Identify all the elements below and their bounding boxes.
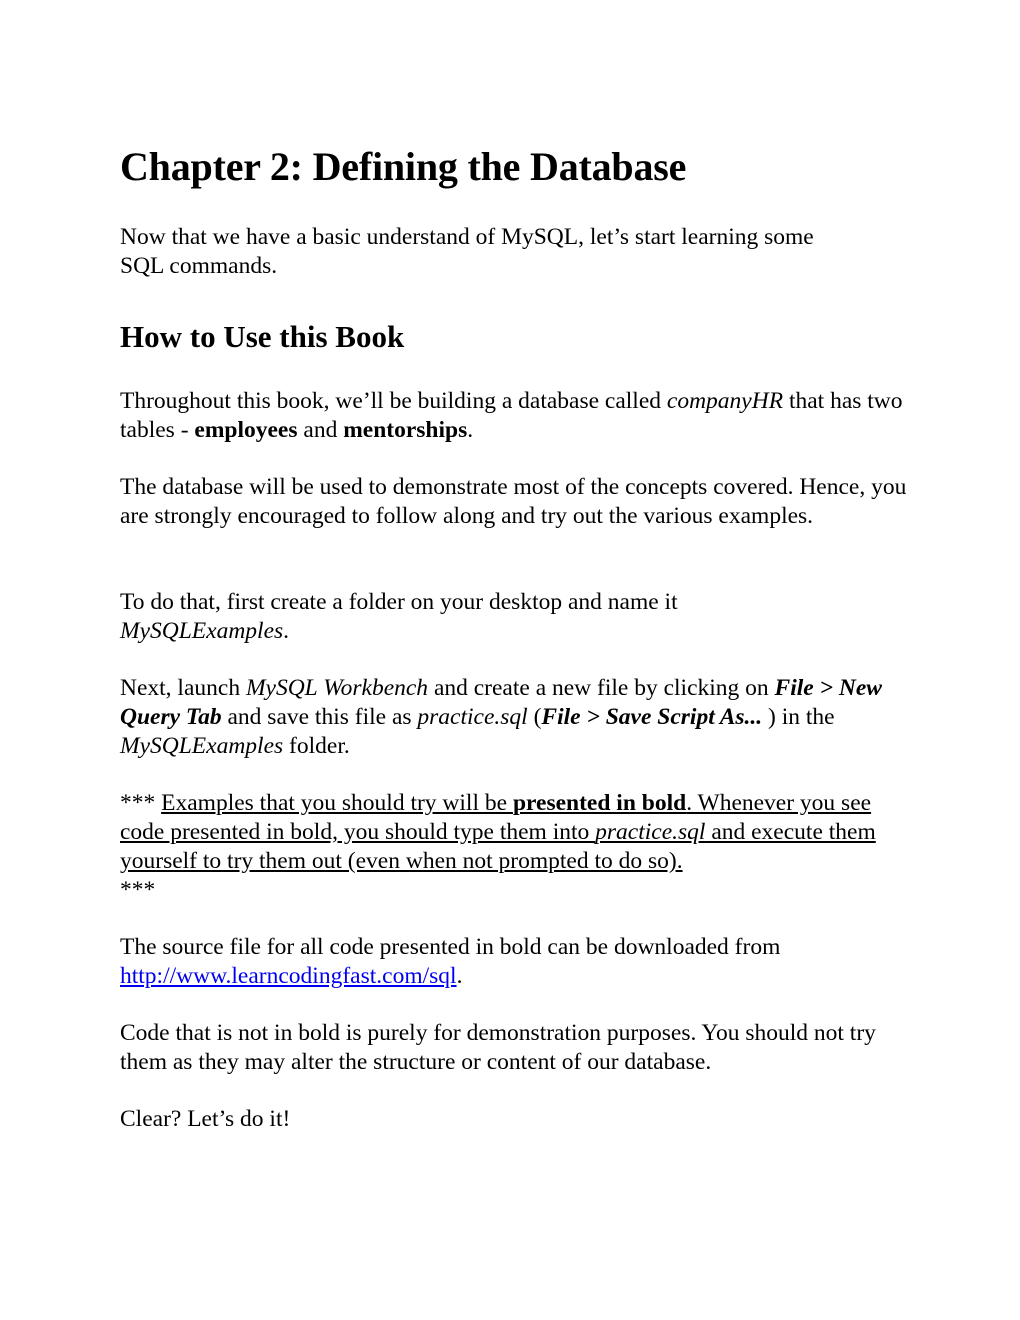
text: The source file for all code presented in bold can be downloaded from <box>120 934 781 960</box>
folder-name: MySQLExamples <box>120 733 284 759</box>
text: and save this file as <box>221 704 418 730</box>
source-download-link[interactable]: http://www.learncodingfast.com/sql <box>120 963 457 989</box>
file-name: practice.sql <box>595 819 706 845</box>
text: folder. <box>283 733 350 759</box>
text: . <box>467 417 474 443</box>
menu-path-new-query: File > New Query Tab <box>120 675 882 730</box>
app-name: MySQL Workbench <box>245 675 429 701</box>
paragraph-source-file <box>120 933 910 991</box>
text: . <box>456 963 463 989</box>
paragraph-create-folder <box>120 588 760 646</box>
text: and <box>297 417 344 443</box>
intro-line-1: Now that we have a basic understand of MySQL, let’s start learning some <box>120 224 814 250</box>
stars: *** <box>120 877 156 903</box>
paragraph-demonstration-only: Code that is not in bold is purely for demonstration purposes. You should not try them as they may alter the structure or content of our database. <box>120 1020 876 1075</box>
paragraph-launch-workbench <box>120 674 910 761</box>
section-heading: How to Use this Book <box>120 319 405 354</box>
intro-paragraph <box>120 223 910 281</box>
text: To do that, first create a folder on your desktop and name it <box>120 589 678 615</box>
bold-phrase: presented in bold <box>512 790 687 816</box>
database-name: companyHR <box>666 388 784 414</box>
text: Examples that you should try will be <box>161 790 513 816</box>
text: Next, launch <box>120 675 246 701</box>
menu-path-save-script: File > Save Script As... <box>541 704 763 730</box>
paragraph-bold-examples-note <box>120 789 890 905</box>
paragraph-database-intro <box>120 387 910 445</box>
file-name: practice.sql <box>417 704 528 730</box>
chapter-title: Chapter 2: Defining the Database <box>120 144 687 189</box>
text: and execute them yourself to try them out (even when not prompted to do so). <box>120 819 876 874</box>
paragraph-demonstrate: The database will be used to demonstrate most of the concepts covered. Hence, you are strongly encouraged to follow along and try out the various examples. <box>120 474 907 529</box>
text: . <box>283 618 290 644</box>
table-name-employees: employees <box>194 417 298 443</box>
text: ( <box>527 704 542 730</box>
folder-name: MySQLExamples <box>120 618 284 644</box>
table-name-mentorships: mentorships <box>343 417 468 443</box>
text: that has two tables - <box>120 388 903 443</box>
text: ) in the <box>762 704 835 730</box>
stars: *** <box>120 790 162 816</box>
text: and create a new file by clicking on <box>428 675 775 701</box>
text: . Whenever you see code presented in bold, you should type them into <box>120 790 872 845</box>
intro-line-2: SQL commands. <box>120 253 278 279</box>
text: Throughout this book, we’ll be building a database called <box>120 388 667 414</box>
paragraph-closing: Clear? Let’s do it! <box>120 1106 291 1132</box>
